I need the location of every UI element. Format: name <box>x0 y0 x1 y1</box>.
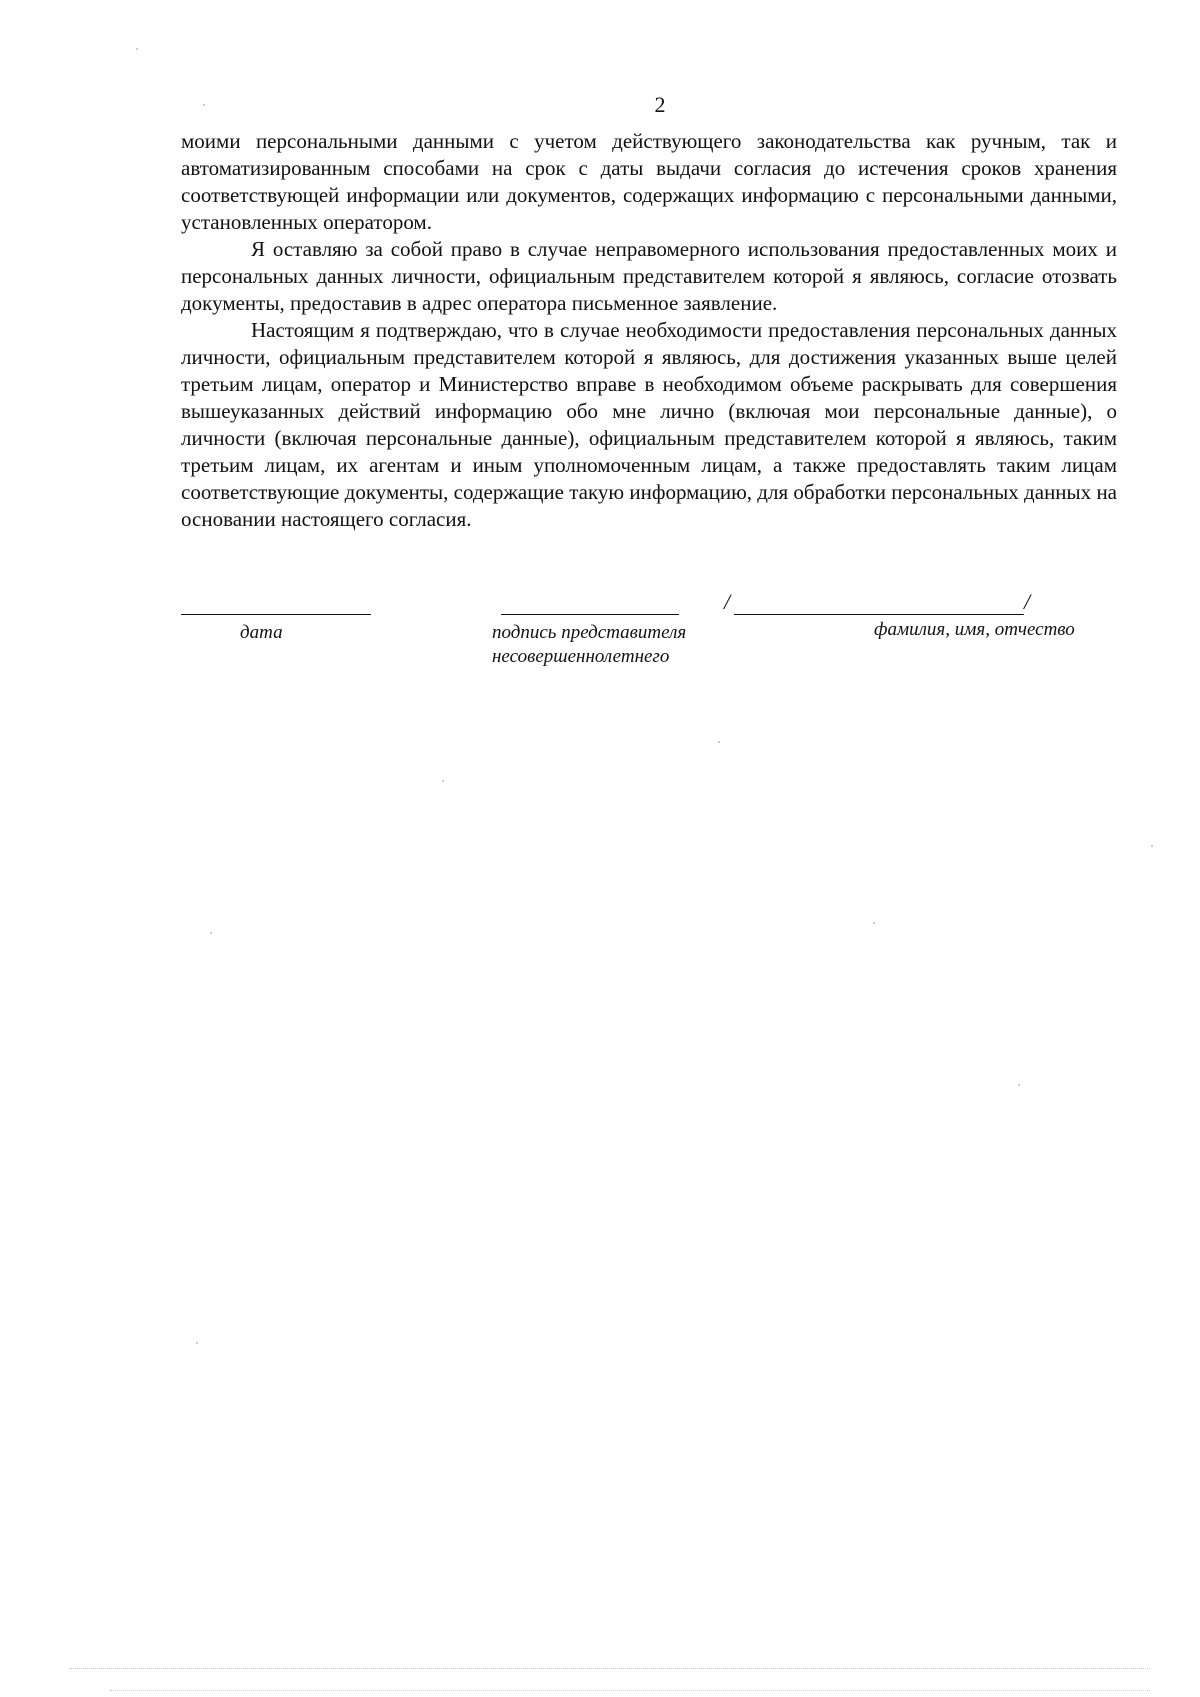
signature-caption-line-2: несовершеннолетнего <box>492 646 670 667</box>
scan-speck <box>442 780 444 782</box>
scan-speck <box>718 741 720 743</box>
signature-line <box>501 614 679 615</box>
name-line-close-slash: / <box>1024 589 1031 614</box>
name-line-open-slash: / <box>724 589 731 614</box>
signature-caption-line-1: подпись представителя <box>492 622 687 643</box>
page-number: 2 <box>654 92 666 117</box>
scan-speck <box>196 1342 198 1344</box>
scan-speck <box>1018 1084 1020 1086</box>
paragraph-revocation-right: Я оставляю за собой право в случае неправомерного использования предоставленных моих и персональных данных личности, официальным представителем которой я являюсь, согласие отозвать документы, предоставив в адрес оператора письменное заявление. <box>181 237 1117 315</box>
date-caption: дата <box>240 622 283 643</box>
scan-speck <box>210 932 212 934</box>
scan-edge-artifact <box>70 1668 1150 1669</box>
scan-speck <box>873 922 875 924</box>
scan-speck <box>203 104 205 106</box>
document-body <box>181 128 1117 533</box>
scan-speck <box>136 48 138 50</box>
paragraph-continuation: моими персональными данными с учетом действующего законодательства как ручным, так и автоматизированным способами на срок с даты выдачи согласия до истечения сроков хранения соответствующей информации или документов, содержащих информацию с персональными данными, установленных оператором. <box>181 129 1117 234</box>
name-caption: фамилия, имя, отчество <box>874 619 1075 640</box>
date-line <box>181 614 371 615</box>
scan-speck <box>1151 845 1153 847</box>
paragraph-third-party-disclosure: Настоящим я подтверждаю, что в случае необходимости предоставления персональных данных личности, официальным представителем которой я являюсь, для достижения указанных выше целей третьим лицам, оператор и Министерство вправе в необходимом объеме раскрывать для совершения вышеуказанных действий информацию обо мне лично (включая мои персональные данные), о личности (включая персональные данные), официальным представителем которой я являюсь, таким третьим лицам, их агентам и иным уполномоченным лицам, а также предоставлять таким лицам соответствующие документы, содержащие такую информацию, для обработки персональных данных на основании настоящего согласия. <box>181 318 1117 531</box>
full-name-line <box>734 614 1024 615</box>
signature-caption <box>492 621 686 669</box>
scan-edge-artifact <box>110 1690 1150 1691</box>
